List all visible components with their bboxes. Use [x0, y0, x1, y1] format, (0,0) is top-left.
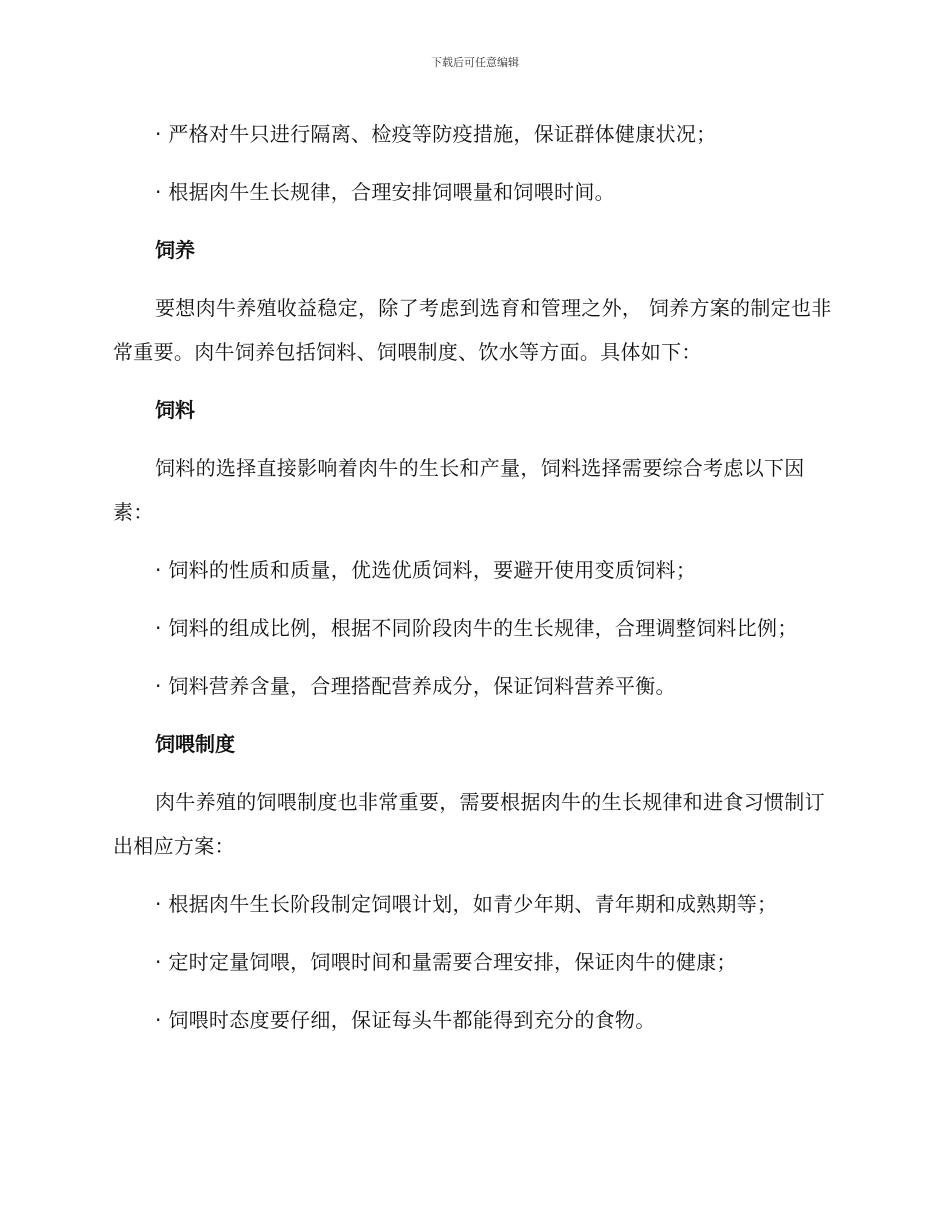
bullet-feed-nutrition: · 饲料营养含量，合理搭配营养成分，保证饲料营养平衡。	[155, 674, 676, 698]
heading-feeding: 饲养	[155, 238, 195, 262]
bullet-feed-quality: · 饲料的性质和质量，优选优质饲料，要避开使用变质饲料；	[155, 558, 697, 582]
bullet-feeding-schedule: · 根据肉牛生长规律，合理安排饲喂量和饲喂时间。	[155, 180, 615, 204]
paragraph-feed-selection: 饲料的选择直接影响着肉牛的生长和产量，饲料选择需要综合考虑以下因素：	[113, 456, 805, 524]
bullet-timed-feeding: · 定时定量饲喂，饲喂时间和量需要合理安排，保证肉牛的健康；	[155, 950, 737, 974]
bullet-careful-feeding: · 饲喂时态度要仔细，保证每头牛都能得到充分的食物。	[155, 1008, 656, 1032]
bullet-quarantine: · 严格对牛只进行隔离、检疫等防疫措施，保证群体健康状况；	[155, 122, 717, 146]
heading-feeding-system: 饲喂制度	[155, 732, 235, 756]
bullet-feeding-plan: · 根据肉牛生长阶段制定饲喂计划，如青少年期、青年期和成熟期等；	[155, 892, 778, 916]
document-body	[113, 112, 837, 1056]
paragraph-feeding-system: 肉牛养殖的饲喂制度也非常重要，需要根据肉牛的生长规律和进食习惯制订出相应方案：	[113, 790, 825, 858]
page-header: 下载后可任意编辑	[431, 56, 519, 69]
heading-feed: 饲料	[155, 398, 195, 422]
bullet-feed-ratio: · 饲料的组成比例，根据不同阶段肉牛的生长规律，合理调整饲料比例；	[155, 616, 798, 640]
paragraph-feeding-intro: 要想肉牛养殖收益稳定，除了考虑到选育和管理之外， 饲养方案的制定也非常重要。肉牛饲养包括饲料、饲喂制度、饮水等方面。具体如下：	[113, 296, 832, 364]
